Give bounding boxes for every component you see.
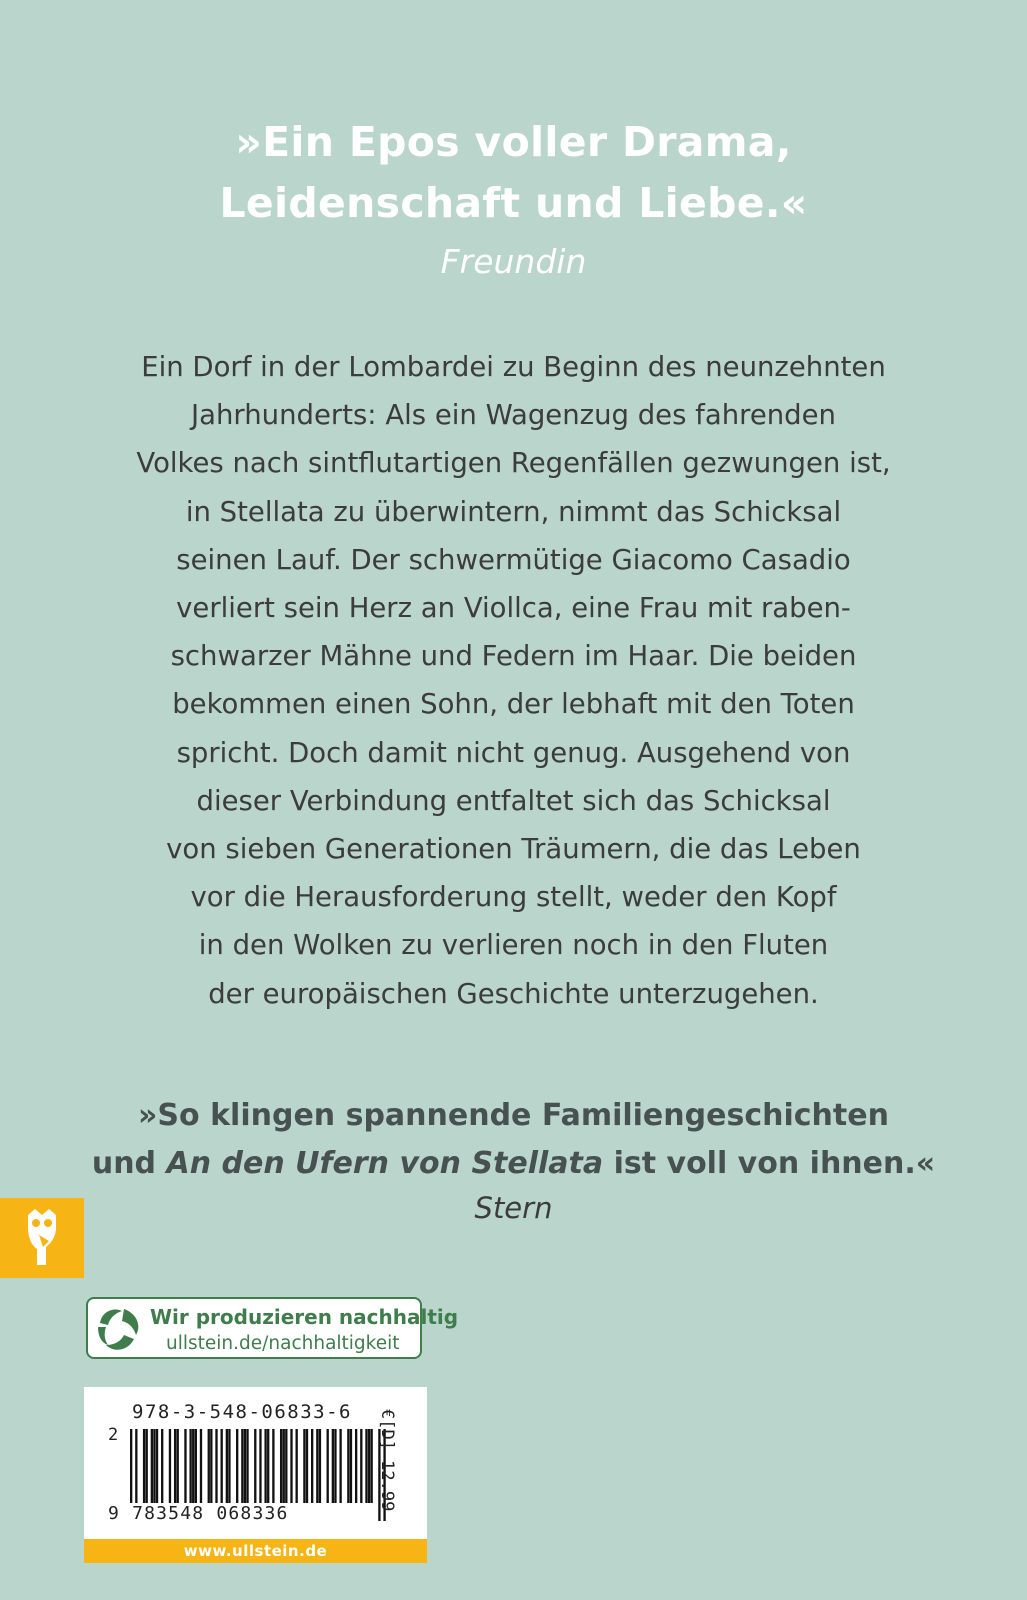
barcode-bar xyxy=(306,1429,308,1503)
blurb-line: in Stellata zu überwintern, nimmt das Schicksal xyxy=(185,495,842,528)
quote-source: Stern xyxy=(474,1191,553,1225)
barcode-bar xyxy=(189,1429,191,1503)
barcode-bar xyxy=(290,1429,292,1503)
barcode-panel xyxy=(84,1387,427,1563)
barcode-lead-digit: 2 xyxy=(108,1425,119,1445)
barcode-digits-text: 9 783548 068336 xyxy=(108,1503,289,1524)
barcode-bar xyxy=(195,1429,197,1503)
barcode-digits xyxy=(108,1503,289,1524)
blurb-line: spricht. Doch damit nicht genug. Ausgehend von xyxy=(176,736,851,769)
price-text: €[D] 12.99 xyxy=(377,1409,397,1512)
barcode-bar xyxy=(200,1429,202,1503)
publisher-logo xyxy=(0,1198,84,1278)
barcode-bar xyxy=(236,1429,238,1503)
barcode-bar xyxy=(244,1429,246,1503)
quote-line: »So klingen spannende Familiengeschichten xyxy=(138,1098,889,1133)
barcode-bar xyxy=(332,1429,334,1503)
barcode-bar xyxy=(226,1429,228,1503)
blurb-line: dieser Verbindung entfaltet sich das Schicksal xyxy=(196,784,831,817)
barcode-bar xyxy=(285,1429,287,1503)
barcode-bar xyxy=(241,1429,243,1503)
barcode-bar xyxy=(350,1429,352,1503)
quote-text: und xyxy=(91,1146,167,1181)
owl-icon xyxy=(19,1207,65,1269)
barcode-bar xyxy=(174,1429,176,1503)
sustainability-badge xyxy=(86,1297,459,1359)
quote-line: »Ein Epos voller Drama, xyxy=(235,118,792,166)
barcode-bar xyxy=(215,1429,217,1503)
badge-url: ullstein.de/nachhaltigkeit xyxy=(166,1333,400,1354)
blurb-line: Jahrhunderts: Als ein Wagenzug des fahrenden xyxy=(191,399,836,432)
barcode-bar xyxy=(365,1429,367,1503)
barcode-bar xyxy=(192,1429,194,1503)
blurb-line: der europäischen Geschichte unterzugehen. xyxy=(208,977,819,1010)
top-review-quote xyxy=(0,112,1027,281)
barcode-bar xyxy=(334,1429,336,1503)
blurb-line: in den Wolken zu verlieren noch in den Fluten xyxy=(198,929,829,962)
barcode-bar xyxy=(184,1429,186,1503)
barcode-bar xyxy=(311,1429,313,1503)
barcode-bar xyxy=(153,1429,155,1503)
barcode-bar xyxy=(370,1429,372,1503)
blurb-line: vor die Herausforderung stellt, weder den Kopf xyxy=(190,881,837,914)
barcode-bar xyxy=(283,1429,285,1503)
barcode-bar xyxy=(355,1429,357,1503)
barcode-bar xyxy=(327,1429,329,1503)
blurb-line: Volkes nach sintflutartigen Regenfällen gezwungen ist, xyxy=(136,447,891,480)
barcode-bar xyxy=(151,1429,153,1503)
bottom-review-quote xyxy=(0,1092,1027,1228)
barcode-bar xyxy=(210,1429,212,1503)
barcode-bar xyxy=(143,1429,145,1503)
barcode-bar xyxy=(177,1429,179,1503)
price-label xyxy=(374,1407,404,1517)
badge-title: Wir produzieren nachhaltig xyxy=(150,1305,459,1329)
blurb-line: seinen Lauf. Der schwermütige Giacomo Casadio xyxy=(176,543,851,576)
blurb-line: bekommen einen Sohn, der lebhaft mit den Toten xyxy=(172,688,855,721)
blurb-line: verliert sein Herz an Viollca, eine Frau mit raben- xyxy=(176,592,851,625)
barcode-bar xyxy=(169,1429,171,1503)
barcode-bar xyxy=(161,1429,163,1503)
recycle-leaves-icon xyxy=(94,1305,144,1353)
barcode-bar xyxy=(156,1429,158,1503)
barcode-bar xyxy=(316,1429,318,1503)
isbn-number: 978-3-548-06833-6 xyxy=(132,1401,352,1423)
barcode-bar xyxy=(228,1429,230,1503)
barcode-bar xyxy=(303,1429,305,1503)
barcode-bar xyxy=(208,1429,210,1503)
barcode-bar xyxy=(360,1429,362,1503)
book-blurb xyxy=(0,343,1027,1018)
barcode-bar xyxy=(319,1429,321,1503)
blurb-line: Ein Dorf in der Lombardei zu Beginn des neunzehnten xyxy=(141,351,886,383)
quote-source: Freundin xyxy=(440,242,587,281)
barcode-bar xyxy=(264,1429,266,1503)
barcode-bar xyxy=(280,1429,282,1503)
barcode-bar xyxy=(347,1429,349,1503)
barcode-bar xyxy=(221,1429,223,1503)
quote-line: Leidenschaft und Liebe.« xyxy=(219,179,808,227)
barcode-bar xyxy=(272,1429,274,1503)
barcode-bar xyxy=(267,1429,269,1503)
barcode-bar xyxy=(146,1429,148,1503)
quote-text: ist voll von ihnen.« xyxy=(603,1146,936,1181)
barcode-bar xyxy=(295,1429,297,1503)
blurb-line: von sieben Generationen Träumern, die das Leben xyxy=(166,833,861,866)
blurb-line: schwarzer Mähne und Federn im Haar. Die beiden xyxy=(170,640,857,673)
publisher-url: www.ullstein.de xyxy=(84,1539,427,1563)
barcode-bar xyxy=(339,1429,341,1503)
barcode-bar xyxy=(246,1429,248,1503)
book-title: An den Ufern von Stellata xyxy=(166,1146,604,1181)
quote-line xyxy=(0,1140,1027,1188)
barcode-bar xyxy=(368,1429,370,1503)
